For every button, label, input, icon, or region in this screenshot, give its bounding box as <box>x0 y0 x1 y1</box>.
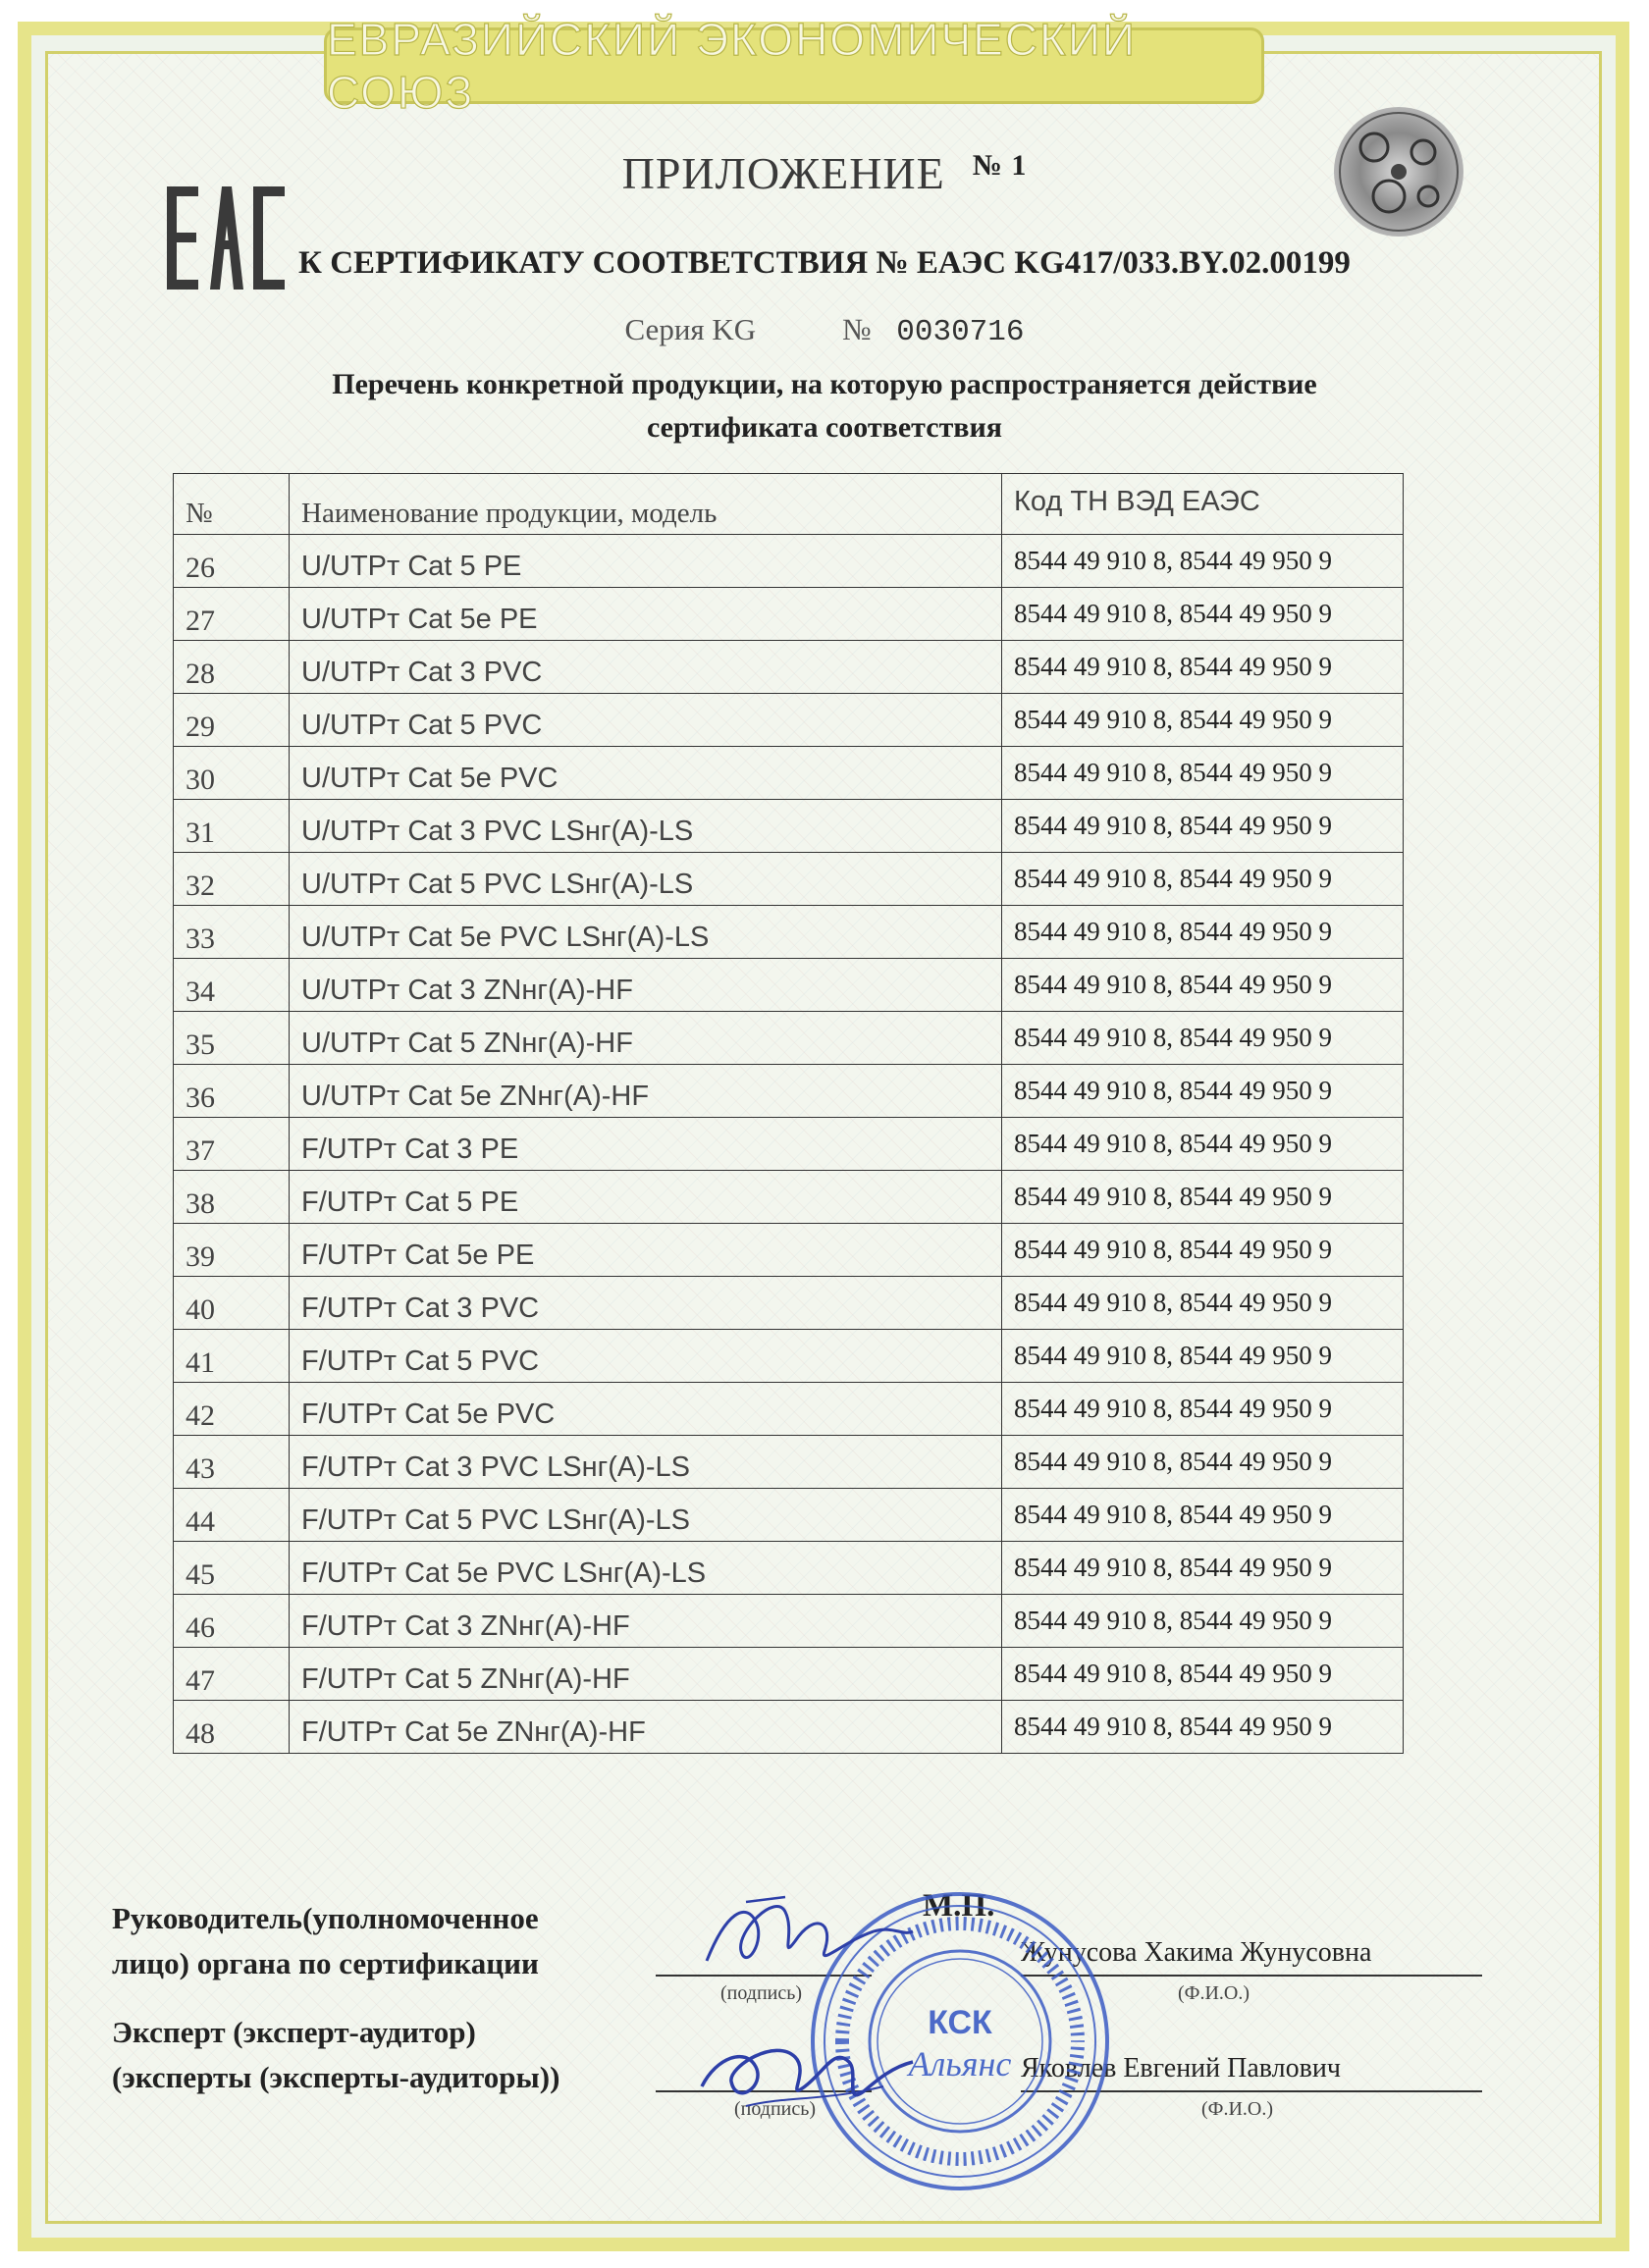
stamp-text-bottom: Альянс <box>908 2044 1012 2083</box>
product-name: U/UTPт Cat 5e PE <box>290 588 1002 641</box>
hs-code: 8544 49 910 8, 8544 49 950 9 <box>1002 853 1404 906</box>
table-row <box>174 853 1404 906</box>
head-name: Жунусова Хакима Жунусовна <box>1021 1937 1372 1968</box>
expert-fio-caption: (Ф.И.О.) <box>1201 2098 1274 2120</box>
expert-label-line-1: Эксперт (эксперт-аудитор) <box>112 2015 476 2049</box>
row-number: 40 <box>174 1277 290 1330</box>
hs-code: 8544 49 910 8, 8544 49 950 9 <box>1002 1648 1404 1701</box>
product-name: F/UTPт Cat 5e PE <box>290 1224 1002 1277</box>
hs-code: 8544 49 910 8, 8544 49 950 9 <box>1002 1542 1404 1595</box>
table-row <box>174 1542 1404 1595</box>
row-number: 36 <box>174 1065 290 1118</box>
head-signature-caption: (подпись) <box>720 1982 803 2004</box>
subtitle-line-2: сертификата соответствия <box>646 411 1003 444</box>
title-number: № 1 <box>972 149 1028 182</box>
expert-signature-caption: (подпись) <box>734 2098 817 2120</box>
row-number: 39 <box>174 1224 290 1277</box>
table-row <box>174 1383 1404 1436</box>
table-row <box>174 959 1404 1012</box>
expert-name: Яковлев Евгений Павлович <box>1021 2053 1341 2083</box>
table-row <box>174 1012 1404 1065</box>
product-name: F/UTPт Cat 5e ZNнг(A)-HF <box>290 1701 1002 1754</box>
hs-code: 8544 49 910 8, 8544 49 950 9 <box>1002 588 1404 641</box>
table-row <box>174 1277 1404 1330</box>
table-row <box>174 1330 1404 1383</box>
expert-label <box>112 2010 559 2100</box>
row-number: 34 <box>174 959 290 1012</box>
row-number: 47 <box>174 1648 290 1701</box>
column-header-code: Код ТН ВЭД ЕАЭС <box>1002 474 1404 535</box>
product-name: U/UTPт Cat 5e ZNнг(A)-HF <box>290 1065 1002 1118</box>
hs-code: 8544 49 910 8, 8544 49 950 9 <box>1002 1012 1404 1065</box>
column-header-name: Наименование продукции, модель <box>290 474 1002 535</box>
table-row <box>174 588 1404 641</box>
certificate-reference: К СЕРТИФИКАТУ СООТВЕТСТВИЯ № ЕАЭС KG417/033.BY.02.00199 <box>298 245 1351 281</box>
hs-code: 8544 49 910 8, 8544 49 950 9 <box>1002 1065 1404 1118</box>
hs-code: 8544 49 910 8, 8544 49 950 9 <box>1002 1383 1404 1436</box>
expert-label-line-2: (эксперты (эксперты-аудиторы)) <box>112 2060 560 2094</box>
hs-code: 8544 49 910 8, 8544 49 950 9 <box>1002 959 1404 1012</box>
series-label: Серия KG <box>624 312 757 346</box>
table-row <box>174 800 1404 853</box>
seal-place-label: М.П. <box>923 1888 995 1924</box>
table-row <box>174 906 1404 959</box>
row-number: 31 <box>174 800 290 853</box>
table-row <box>174 535 1404 588</box>
row-number: 38 <box>174 1171 290 1224</box>
document-title <box>0 147 1649 199</box>
hs-code: 8544 49 910 8, 8544 49 950 9 <box>1002 641 1404 694</box>
row-number: 44 <box>174 1489 290 1542</box>
hs-code: 8544 49 910 8, 8544 49 950 9 <box>1002 1277 1404 1330</box>
product-name: F/UTPт Cat 3 PVC <box>290 1277 1002 1330</box>
product-name: U/UTPт Cat 3 ZNнг(A)-HF <box>290 959 1002 1012</box>
row-number: 43 <box>174 1436 290 1489</box>
hs-code: 8544 49 910 8, 8544 49 950 9 <box>1002 1595 1404 1648</box>
head-label-line-1: Руководитель(уполномоченное <box>112 1901 539 1935</box>
row-number: 46 <box>174 1595 290 1648</box>
hs-code: 8544 49 910 8, 8544 49 950 9 <box>1002 1171 1404 1224</box>
row-number: 35 <box>174 1012 290 1065</box>
product-name: F/UTPт Cat 5 PE <box>290 1171 1002 1224</box>
stamp-text-top: КСК <box>928 2004 992 2041</box>
product-name: F/UTPт Cat 5e PVC <box>290 1383 1002 1436</box>
table-row <box>174 747 1404 800</box>
hs-code: 8544 49 910 8, 8544 49 950 9 <box>1002 747 1404 800</box>
table-body <box>174 535 1404 1754</box>
row-number: 41 <box>174 1330 290 1383</box>
product-name: F/UTPт Cat 5 PVC <box>290 1330 1002 1383</box>
product-table <box>173 473 1404 1754</box>
hs-code: 8544 49 910 8, 8544 49 950 9 <box>1002 800 1404 853</box>
row-number: 28 <box>174 641 290 694</box>
series-line <box>0 312 1649 349</box>
product-name: U/UTPт Cat 5 PE <box>290 535 1002 588</box>
hs-code: 8544 49 910 8, 8544 49 950 9 <box>1002 1224 1404 1277</box>
table-row <box>174 694 1404 747</box>
row-number: 32 <box>174 853 290 906</box>
series-sign: № <box>841 312 872 346</box>
hs-code: 8544 49 910 8, 8544 49 950 9 <box>1002 1330 1404 1383</box>
table-row <box>174 641 1404 694</box>
row-number: 45 <box>174 1542 290 1595</box>
row-number: 29 <box>174 694 290 747</box>
table-row <box>174 1489 1404 1542</box>
table-row <box>174 1065 1404 1118</box>
expert-handwritten-signature <box>687 2018 923 2126</box>
product-name: U/UTPт Cat 3 PVC LSнг(A)-LS <box>290 800 1002 853</box>
hs-code: 8544 49 910 8, 8544 49 950 9 <box>1002 1118 1404 1171</box>
series-number: 0030716 <box>896 315 1025 349</box>
product-name: F/UTPт Cat 5 ZNнг(A)-HF <box>290 1648 1002 1701</box>
row-number: 27 <box>174 588 290 641</box>
product-name: F/UTPт Cat 5 PVC LSнг(A)-LS <box>290 1489 1002 1542</box>
head-fio-caption: (Ф.И.О.) <box>1178 1982 1250 2004</box>
table-row <box>174 1118 1404 1171</box>
product-name: U/UTPт Cat 5 PVC <box>290 694 1002 747</box>
table-row <box>174 1436 1404 1489</box>
hs-code: 8544 49 910 8, 8544 49 950 9 <box>1002 1436 1404 1489</box>
product-name: U/UTPт Cat 3 PVC <box>290 641 1002 694</box>
table-row <box>174 1648 1404 1701</box>
product-name: F/UTPт Cat 3 ZNнг(A)-HF <box>290 1595 1002 1648</box>
table-row <box>174 1224 1404 1277</box>
title-text: ПРИЛОЖЕНИЕ <box>621 148 945 198</box>
table-header-row <box>174 474 1404 535</box>
table-row <box>174 1701 1404 1754</box>
row-number: 42 <box>174 1383 290 1436</box>
hs-code: 8544 49 910 8, 8544 49 950 9 <box>1002 1701 1404 1754</box>
banner-text: ЕВРАЗИЙСКИЙ ЭКОНОМИЧЕСКИЙ СОЮЗ <box>327 14 1137 118</box>
hs-code: 8544 49 910 8, 8544 49 950 9 <box>1002 694 1404 747</box>
table-row <box>174 1595 1404 1648</box>
head-handwritten-signature <box>687 1882 923 1990</box>
hs-code: 8544 49 910 8, 8544 49 950 9 <box>1002 906 1404 959</box>
row-number: 48 <box>174 1701 290 1754</box>
eaeu-banner <box>324 14 1264 118</box>
table-row <box>174 1171 1404 1224</box>
row-number: 37 <box>174 1118 290 1171</box>
row-number: 26 <box>174 535 290 588</box>
head-of-body-label <box>112 1896 539 1986</box>
product-name: U/UTPт Cat 5 PVC LSнг(A)-LS <box>290 853 1002 906</box>
subtitle-line-1: Перечень конкретной продукции, на которую распространяется действие <box>332 368 1317 400</box>
column-header-number: № <box>174 474 290 535</box>
hs-code: 8544 49 910 8, 8544 49 950 9 <box>1002 535 1404 588</box>
product-name: F/UTPт Cat 5e PVC LSнг(A)-LS <box>290 1542 1002 1595</box>
product-name: U/UTPт Cat 5 ZNнг(A)-HF <box>290 1012 1002 1065</box>
product-name: F/UTPт Cat 3 PE <box>290 1118 1002 1171</box>
product-name: F/UTPт Cat 3 PVC LSнг(A)-LS <box>290 1436 1002 1489</box>
head-label-line-2: лицо) органа по сертификации <box>112 1946 539 1980</box>
product-name: U/UTPт Cat 5e PVC <box>290 747 1002 800</box>
row-number: 30 <box>174 747 290 800</box>
product-name: U/UTPт Cat 5e PVC LSнг(A)-LS <box>290 906 1002 959</box>
row-number: 33 <box>174 906 290 959</box>
product-list-subtitle <box>0 363 1649 449</box>
hs-code: 8544 49 910 8, 8544 49 950 9 <box>1002 1489 1404 1542</box>
